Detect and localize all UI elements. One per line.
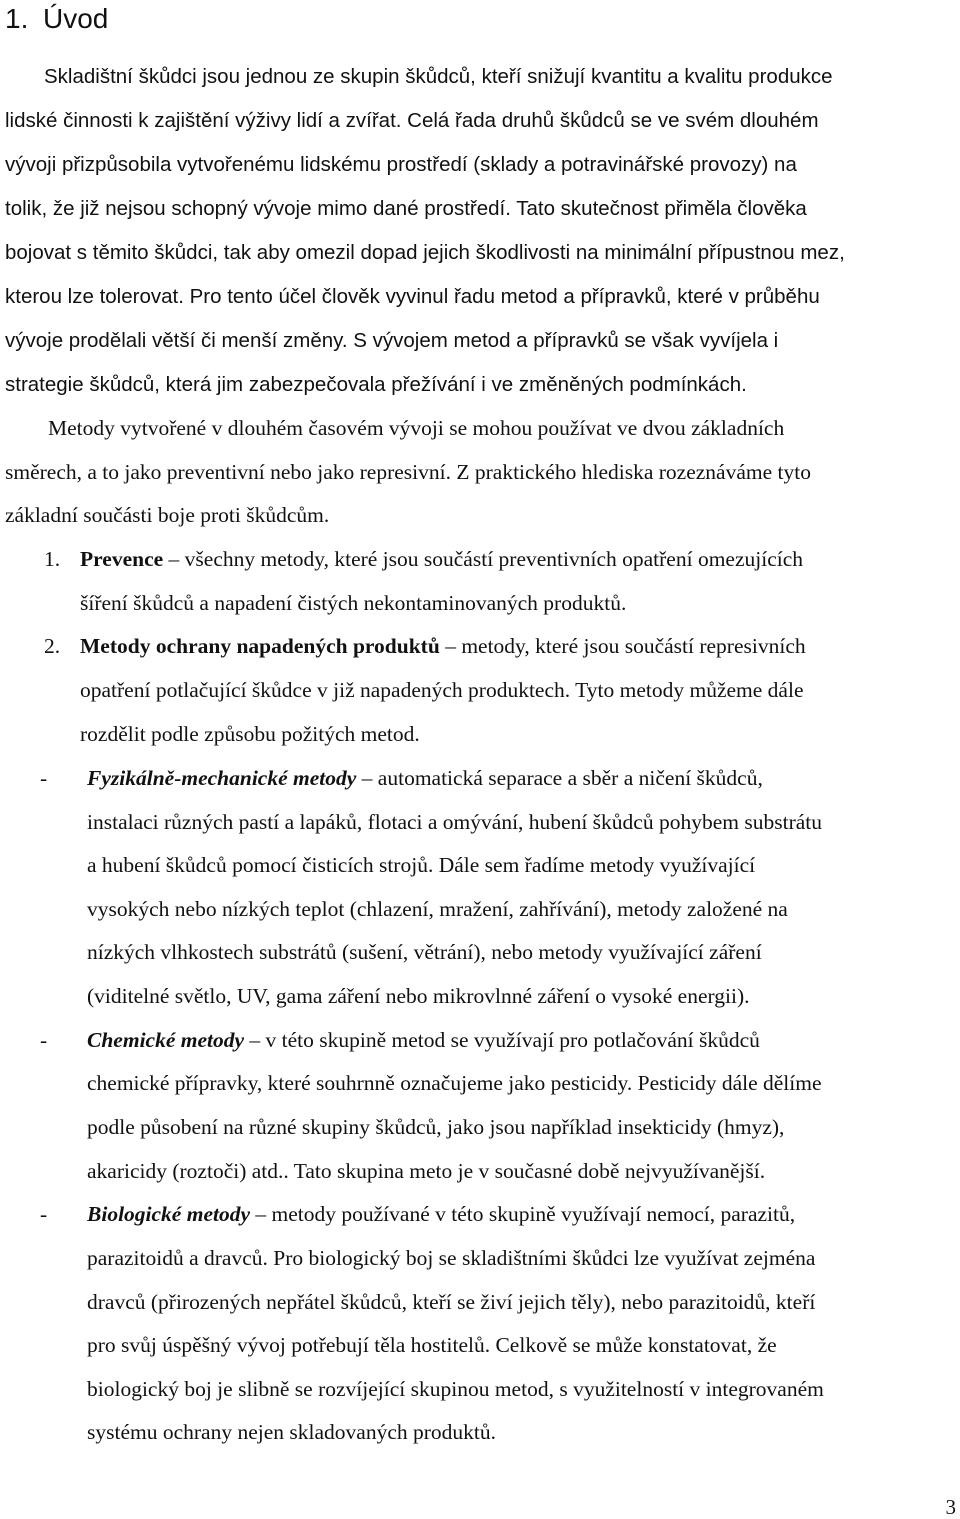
paragraph-line: vývoji přizpůsobila vytvořenému lidskému prostředí (sklady a potravinářské provozy) na — [5, 153, 797, 176]
list-number: 2. — [44, 634, 61, 658]
paragraph-text: S vývojem metod a přípravků se však vyvíjela i — [353, 329, 779, 352]
paragraph-line: bojovat s těmito škůdci, tak aby omezil dopad jejich škodlivosti na minimální přípustnou mez, — [5, 241, 845, 264]
paragraph-text: tolik, že již nejsou schopný vývoje mimo dané prostředí. — [5, 197, 511, 220]
list-item-term: Prevence — [80, 547, 164, 571]
section-title: Úvod — [43, 3, 109, 34]
section-number: 1. — [5, 3, 29, 34]
bullet-line: chemické přípravky, které souhrnně označujeme jako pesticidy. Pesticidy dále dělíme — [87, 1071, 822, 1095]
paragraph-text: Pro tento účel člověk vyvinul řadu metod a přípravků, které v průběhu — [189, 285, 820, 308]
bullet-line: (viditelné světlo, UV, gama záření nebo mikrovlnné záření o vysoké energii). — [87, 984, 750, 1008]
paragraph-text: Tato skutečnost přiměla člověka — [516, 197, 807, 220]
bullet-dash: - — [40, 1202, 48, 1226]
bullet-line: vysokých nebo nízkých teplot (chlazení, mražení, zahřívání), metody založené na — [87, 897, 788, 921]
bullet-line: podle působení na různé skupiny škůdců, jako jsou například insekticidy (hmyz), — [87, 1115, 785, 1139]
paragraph-text: kterou lze tolerovat. — [5, 285, 184, 308]
page-number: 3 — [945, 1495, 956, 1519]
bullet-item — [87, 764, 763, 792]
list-number: 1. — [44, 547, 61, 571]
paragraph-text: vývoje prodělali větší či menší změny. — [5, 329, 348, 352]
list-item-line: rozdělit podle způsobu požitých metod. — [80, 722, 420, 746]
paragraph-line: lidské činnosti k zajištění výživy lidí a zvířat. Celá řada druhů škůdců se ve svém dlouhém — [5, 109, 819, 132]
bullet-dash: - — [40, 1028, 48, 1052]
bullet-line: pro svůj úspěšný vývoj potřebují těla hostitelů. Celkově se může konstatovat, že — [87, 1333, 777, 1357]
list-item-term: Metody ochrany napadených produktů — [80, 634, 440, 658]
bullet-item — [87, 1200, 795, 1228]
bullet-line: a hubení škůdců pomocí čisticích strojů. Dále sem řadíme metody využívající — [87, 853, 756, 877]
bullet-item — [87, 1026, 760, 1054]
list-item-text: – metody, které jsou součástí represivních — [439, 634, 806, 658]
list-item-text: – všechny metody, které jsou součástí preventivních opatření omezujících — [163, 547, 804, 571]
bullet-term: Chemické metody — [87, 1028, 245, 1052]
bullet-line: nízkých vlhkostech substrátů (sušení, větrání), nebo metody využívající záření — [87, 940, 762, 964]
list-item-line: opatření potlačující škůdce v již napadených produktech. Tyto metody můžeme dále — [80, 678, 804, 702]
list-item — [80, 545, 803, 573]
bullet-dash: - — [40, 766, 48, 790]
bullet-line: parazitoidů a dravců. Pro biologický boj se skladištními škůdci lze využívat zejména — [87, 1246, 816, 1270]
bullet-term: Biologické metody — [87, 1202, 251, 1226]
bullet-line: biologický boj je slibně se rozvíjející skupinou metod, s využitelností v integrovaném — [87, 1377, 824, 1401]
bullet-line: dravců (přirozených nepřátel škůdců, kteří se živí jejich těly), nebo parazitoidů, kteří — [87, 1290, 816, 1314]
bullet-text: – v této skupině metod se využívají pro potlačování škůdců — [244, 1028, 760, 1052]
paragraph-line — [5, 327, 778, 355]
bullet-line: akaricidy (roztoči) atd.. Tato skupina meto je v současné době nejvyužívanější. — [87, 1159, 766, 1183]
list-item — [80, 632, 806, 660]
list-item-line: šíření škůdců a napadení čistých nekontaminovaných produktů. — [80, 591, 627, 615]
bullet-line: instalaci různých pastí a lapáků, flotaci a omývání, hubení škůdců pohybem substrátu — [87, 810, 822, 834]
section-heading — [5, 2, 108, 36]
paragraph-line — [5, 283, 820, 311]
paragraph-line — [5, 195, 807, 223]
paragraph-line: strategie škůdců, která jim zabezpečovala přežívání i ve změněných podmínkách. — [5, 373, 747, 396]
bullet-text: – automatická separace a sběr a ničení škůdců, — [356, 766, 763, 790]
paragraph-line: Metody vytvořené v dlouhém časovém vývoji se mohou používat ve dvou základních — [48, 416, 785, 440]
bullet-line: systému ochrany nejen skladovaných produktů. — [87, 1420, 497, 1444]
paragraph-line: směrech, a to jako preventivní nebo jako represivní. Z praktického hlediska rozeznáváme tyto — [5, 460, 811, 484]
bullet-text: – metody používané v této skupině využívají nemocí, parazitů, — [250, 1202, 796, 1226]
paragraph-line: Skladištní škůdci jsou jednou ze skupin škůdců, kteří snižují kvantitu a kvalitu produkce — [44, 65, 833, 88]
bullet-term: Fyzikálně-mechanické metody — [87, 766, 357, 790]
paragraph-line: základní součásti boje proti škůdcům. — [5, 503, 330, 527]
